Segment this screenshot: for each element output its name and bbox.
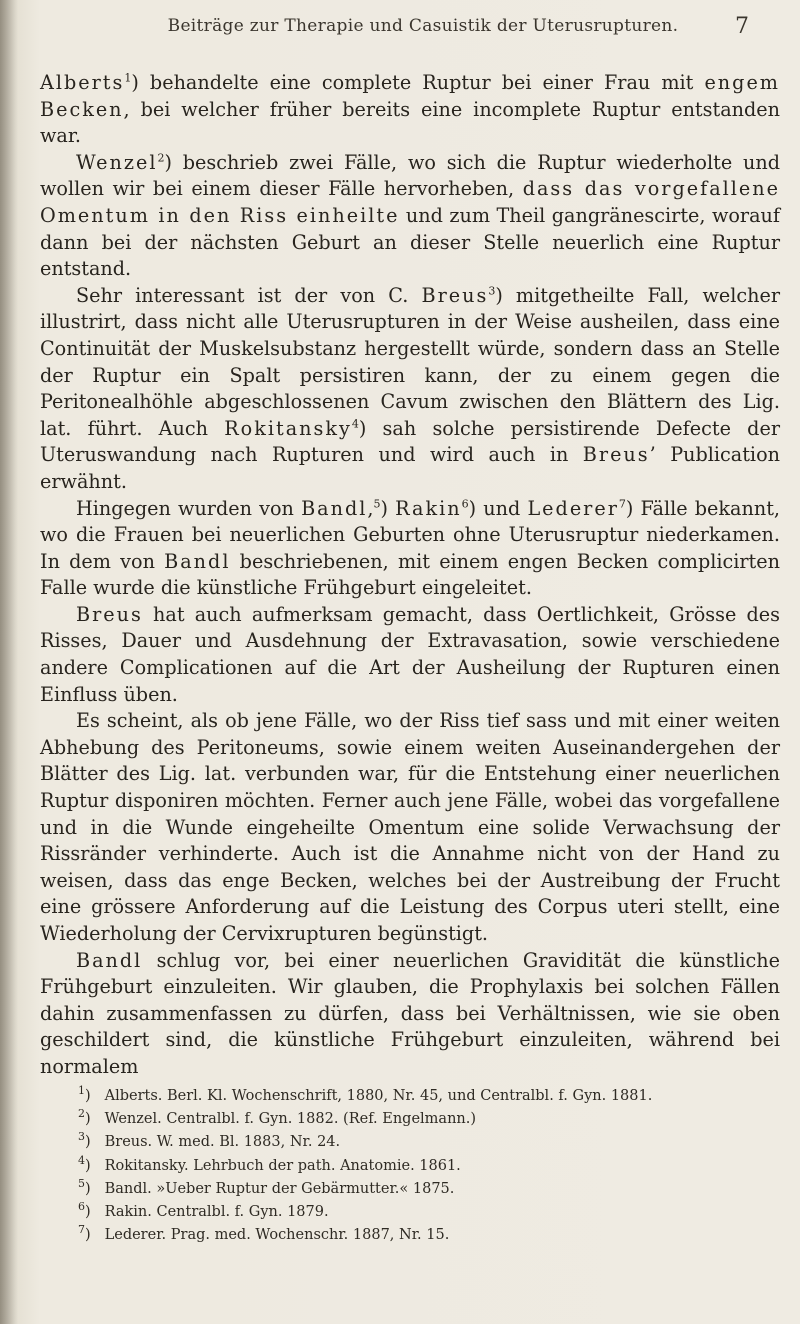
footnote-ref: 7: [618, 497, 626, 511]
emphasized-text: Bandl: [164, 549, 231, 573]
paragraph: [40, 708, 780, 947]
footnote-text: Rakin. Centralbl. f. Gyn. 1879.: [100, 1204, 329, 1221]
footnote-number: 3: [78, 1130, 85, 1144]
footnote-mark: $^1$): [78, 1084, 91, 1104]
running-header: Beiträge zur Therapie und Casuistik der Uterusrupturen.: [167, 16, 679, 36]
footnote-number: 4: [78, 1153, 85, 1167]
paragraph: [40, 602, 780, 708]
footnote-text: Wenzel. Centralbl. f. Gyn. 1882. (Ref. Engelmann.): [100, 1111, 477, 1128]
text-run: ) und: [468, 496, 528, 520]
footnote-mark: $^6$): [78, 1200, 91, 1221]
emphasized-text: Alberts: [40, 71, 125, 94]
text-run: ’ Publication erwähnt.: [40, 443, 780, 493]
text-run: Es scheint, als ob jene Fälle, wo der Riss tief sass und mit einer weiten Abhebung des Peritoneums, sowie einem weiten Auseinandergehen der Blätter des Lig. lat. verbunden war, für die Entstehung einer neuerlichen Ruptur disponiren möchten. Ferner auch jene Fälle, wobei das vorgefallene und in die Wunde eingeheilte Omentum eine solide Verwachsung der Rissränder verhinderte. Auch ist die Annahme nicht von der Hand zu weisen, dass das enge Becken, welches bei der Austreibung der Frucht eine grössere Anforderung auf die Leistung des Corpus uteri stellt, eine Wiederholung der Cervixrupturen begünstigt.: [40, 709, 780, 945]
text-run: ) behandelte eine complete Ruptur bei einer Frau mit: [131, 71, 705, 94]
footnote-ref: 5: [373, 497, 381, 511]
footnote: [78, 1085, 778, 1108]
emphasized-text: engem Becken: [40, 71, 780, 121]
footnote: [78, 1131, 778, 1154]
emphasized-text: Breus: [582, 443, 650, 467]
text-run: beschriebenen, mit einem engen Becken complicirten Falle wurde die künstliche Frühgeburt eingeleitet.: [40, 549, 780, 600]
paragraph: [40, 496, 780, 602]
text-run: ) sah solche persistirende Defecte der Uteruswandung nach Rupturen und wird auch in: [40, 416, 780, 467]
text-run: schlug vor, bei einer neuerlichen Gravidität die künstliche Frühgeburt einzuleiten. Wir glauben, die Prophylaxis bei solchen Fällen dahin zusammenfassen zu dürfen, dass bei Verhältnissen, wie sie oben geschildert sind, die künstliche Frühgeburt einzuleiten, während bei normalem: [40, 948, 780, 1078]
footnote-mark: $^3$): [78, 1130, 91, 1151]
footnote-text: Lederer. Prag. med. Wochenschr. 1887, Nr. 15.: [100, 1227, 450, 1244]
footnote-mark: $^5$): [78, 1176, 91, 1197]
text-run: , bei welcher früher bereits eine incomplete Ruptur entstanden war.: [40, 97, 780, 148]
text-run: hat auch aufmerksam gemacht, dass Oertlichkeit, Grösse des Risses, Dauer und Ausdehnung der Extravasation, sowie verschiedene andere Complicationen auf die Art der Ausheilung der Rupturen einen Einfluss üben.: [40, 602, 780, 706]
emphasized-text: Wenzel: [76, 150, 158, 174]
emphasized-text: Breus: [421, 283, 489, 307]
footnote-text: Breus. W. med. Bl. 1883, Nr. 24.: [100, 1134, 341, 1151]
footnote: [78, 1201, 778, 1224]
binding-shadow: [0, 0, 18, 1324]
footnote-ref: 3: [488, 284, 496, 298]
footnote-number: 6: [78, 1200, 85, 1214]
text-run: Sehr interessant ist der von C.: [76, 283, 422, 307]
text-run: ) Fälle bekannt, wo die Frauen bei neuerlichen Geburten ohne Uterusruptur niederkamen. In dem von: [40, 496, 780, 573]
paragraph: [40, 150, 780, 283]
paragraph: [40, 283, 780, 496]
footnote: [78, 1108, 778, 1131]
footnote-text: Alberts. Berl. Kl. Wochenschrift, 1880, Nr. 45, und Centralbl. f. Gyn. 1881.: [100, 1088, 653, 1104]
emphasized-text: dass das vorgefallene Omentum in den Riss einheilte: [40, 177, 780, 227]
footnote-text: Rokitansky. Lehrbuch der path. Anatomie. 1861.: [100, 1157, 461, 1174]
footnote-number: 1: [78, 1084, 85, 1098]
emphasized-text: Lederer: [527, 496, 619, 520]
footnote-number: 2: [78, 1107, 85, 1121]
emphasized-text: Bandl: [76, 948, 143, 972]
footnote-ref: 6: [461, 497, 469, 511]
emphasized-text: Bandl: [301, 496, 368, 520]
text-run: ,: [367, 496, 374, 520]
footnote-mark: $^2$): [78, 1107, 91, 1128]
footnote-mark: $^7$): [78, 1223, 91, 1244]
paragraph: [40, 948, 780, 1081]
footnotes: [78, 1085, 778, 1247]
footnote-number: 5: [78, 1176, 85, 1190]
body-text: [40, 70, 780, 1081]
footnote-number: 7: [78, 1223, 85, 1237]
footnote-text: Bandl. »Ueber Ruptur der Gebärmutter.« 1875.: [100, 1180, 455, 1197]
footnote-ref: 4: [351, 417, 359, 431]
emphasized-text: Rakin: [395, 496, 462, 520]
emphasized-text: Rokitansky: [224, 416, 352, 440]
emphasized-text: Breus: [76, 602, 143, 626]
text-run: ) mitgetheilte Fall, welcher illustrirt, dass nicht alle Uterusrupturen in der Weise ausheilen, dass eine Continuität der Muskelsubstanz hergestellt würde, sondern dass an Stelle der Ruptur ein Spalt persistiren kann, der zu einem gegen die Peritonealhöhle abgeschlossenen Cavum zwischen den Blättern des Lig. lat. führt. Auch: [40, 283, 781, 440]
footnote: [78, 1224, 778, 1247]
footnote-ref: 2: [157, 151, 165, 165]
text-run: und zum Theil gangränescirte, worauf dann bei der nächsten Geburt an dieser Stelle neuerlich eine Ruptur entstand.: [40, 203, 780, 281]
page-number: 7: [735, 14, 749, 39]
footnote-ref: 1: [124, 71, 132, 85]
text-run: Hingegen wurden von: [76, 496, 302, 520]
paragraph: [40, 70, 780, 150]
footnote: [78, 1155, 778, 1178]
footnote: [78, 1178, 778, 1201]
text-run: ) beschrieb zwei Fälle, wo sich die Ruptur wiederholte und wollen wir bei einem dieser Fälle hervorheben,: [40, 150, 780, 201]
text-run: ): [380, 496, 396, 520]
footnote-mark: $^4$): [78, 1153, 91, 1174]
